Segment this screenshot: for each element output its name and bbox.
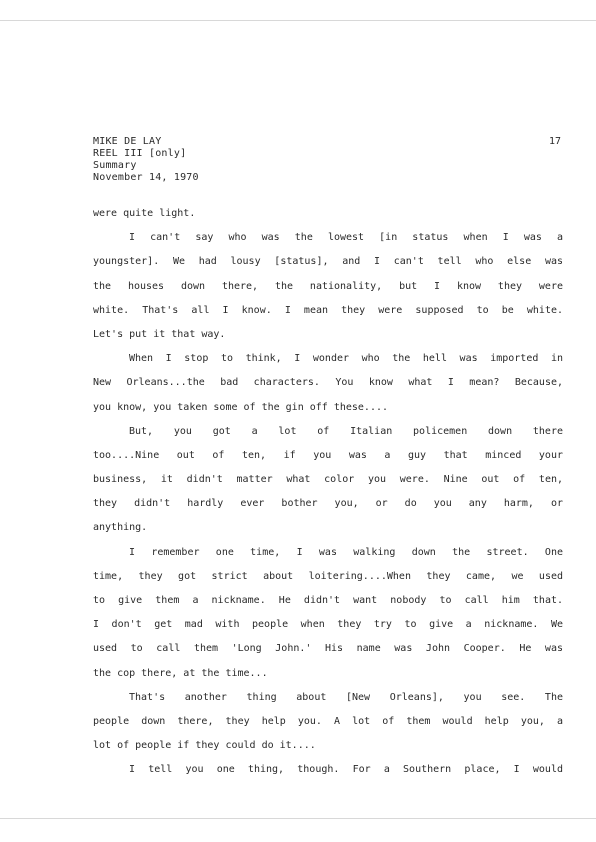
text-line: the cop there, at the time... xyxy=(93,667,268,679)
text-line: youngster]. We had lousy [status], and I can't tell who else was xyxy=(93,256,563,268)
text-line: the houses down there, the nationality, but I know they were xyxy=(93,280,563,292)
text-line: white. That's all I know. I mean they were supposed to be white. xyxy=(93,304,563,316)
text-line: I don't get mad with people when they try to give a nickname. We xyxy=(93,619,563,631)
page-number: 17 xyxy=(549,136,562,147)
header-type: Summary xyxy=(93,160,137,171)
text-line: to give them a nickname. He didn't want nobody to call him that. xyxy=(93,595,563,606)
header-reel: REEL III [only] xyxy=(93,148,187,159)
text-line: lot of people if they could do it.... xyxy=(93,740,316,752)
text-line: Let's put it that way. xyxy=(93,328,226,340)
header-name: MIKE DE LAY xyxy=(93,136,162,147)
transcript-body xyxy=(93,205,563,786)
page-top-edge xyxy=(0,20,596,21)
text-line: anything. xyxy=(93,522,148,534)
transcript-header xyxy=(93,136,199,184)
header-date: November 14, 1970 xyxy=(93,172,199,183)
text-line: used to call them 'Long John.' His name was John Cooper. He was xyxy=(93,643,563,655)
text-line: I tell you one thing, though. For a Southern place, I would xyxy=(129,764,563,776)
text-line: When I stop to think, I wonder who the hell was imported in xyxy=(129,353,563,365)
page-bottom-edge xyxy=(0,818,596,819)
text-line: too....Nine out of ten, if you was a guy that minced your xyxy=(93,449,563,461)
text-line: That's another thing about [New Orleans], you see. The xyxy=(129,691,563,703)
text-line: business, it didn't matter what color you were. Nine out of ten, xyxy=(93,474,563,486)
text-line: I can't say who was the lowest [in status when I was a xyxy=(129,232,563,244)
text-line: time, they got strict about loitering....When they came, we used xyxy=(93,570,563,582)
text-line: they didn't hardly ever bother you, or do you any harm, or xyxy=(93,498,563,510)
text-line: I remember one time, I was walking down the street. One xyxy=(129,546,563,558)
text-line: you know, you taken some of the gin off these.... xyxy=(93,401,389,413)
text-line: New Orleans...the bad characters. You know what I mean? Because, xyxy=(93,377,563,389)
text-line: people down there, they help you. A lot of them would help you, a xyxy=(93,715,563,727)
text-line: But, you got a lot of Italian policemen down there xyxy=(129,425,563,437)
text-line: were quite light. xyxy=(93,208,196,219)
